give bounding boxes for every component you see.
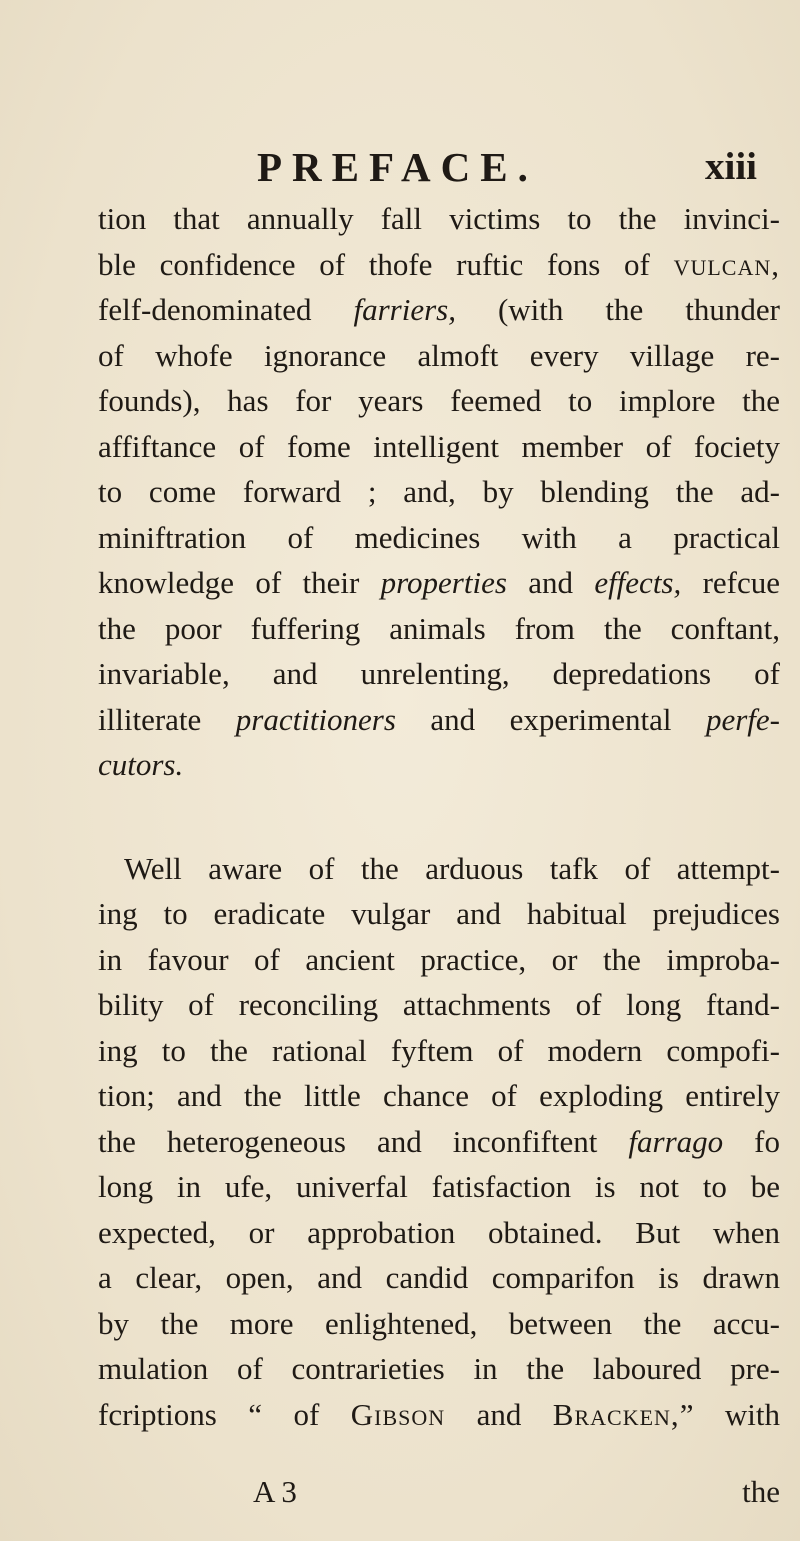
text-run: long in ufe, univerfal fatisfaction is not to be — [98, 1169, 780, 1204]
body-text — [98, 196, 780, 1437]
text-run: founds), has for years feemed to implore the — [98, 383, 780, 418]
text-run: fo — [723, 1123, 780, 1159]
text-run: the heterogeneous and inconfiftent — [98, 1123, 629, 1159]
text-run: refcue — [681, 565, 780, 600]
text-run: and — [506, 565, 595, 600]
small-caps-name: Bracken, — [552, 1396, 680, 1432]
paragraph-gap — [98, 788, 780, 846]
text-line — [98, 287, 780, 333]
text-run: a clear, open, and candid comparifon is drawn — [98, 1260, 780, 1295]
paragraph-1 — [98, 196, 780, 788]
text-line — [98, 196, 780, 242]
text-line — [98, 937, 780, 983]
text-line — [98, 1301, 780, 1347]
text-run: miniftration of medicines with a practical — [98, 519, 780, 555]
small-caps-name: Gibson — [350, 1396, 446, 1432]
text-line — [98, 846, 780, 892]
text-line — [98, 515, 780, 561]
text-run: ing to the rational fyftem of modern compofi- — [98, 1032, 780, 1068]
text-line — [98, 651, 780, 697]
running-title: PREFACE. — [257, 144, 538, 190]
text-run: ” with — [679, 1396, 780, 1432]
italic-term: cutors. — [98, 747, 184, 782]
text-line — [98, 242, 780, 288]
page-number: xiii — [704, 145, 757, 188]
italic-term: farriers, — [353, 292, 456, 327]
text-run: affiftance of fome intelligent member of fociety — [98, 428, 780, 464]
text-run: Well aware of the arduous tafk of attempt- — [124, 850, 780, 886]
text-line — [98, 697, 780, 743]
text-line — [98, 378, 780, 424]
text-run: mulation of contrarieties in the laboured pre- — [98, 1351, 780, 1386]
text-run: of whofe ignorance almoft every village re- — [98, 337, 780, 373]
text-run: bility of reconciling attachments of long ftand- — [98, 987, 780, 1022]
italic-term: practitioners — [235, 701, 396, 737]
signature-mark: A 3 — [253, 1474, 297, 1509]
italic-term: farrago — [628, 1123, 724, 1159]
text-run: and experimental — [395, 701, 706, 737]
text-line — [98, 742, 780, 788]
text-run: (with the thunder — [455, 292, 780, 327]
text-line — [98, 1164, 780, 1210]
text-run: tion; and the little chance of exploding entirely — [98, 1078, 780, 1113]
text-run: knowledge of their — [98, 565, 381, 600]
text-line — [98, 560, 780, 606]
paragraph-2 — [98, 846, 780, 1438]
text-run: and — [445, 1396, 553, 1432]
text-line — [98, 333, 780, 379]
text-run: ble confidence of thofe ruftic fons of — [98, 246, 674, 282]
catchword: the — [742, 1474, 780, 1509]
text-run: felf-denominated — [98, 292, 354, 327]
italic-term: effects, — [594, 565, 682, 600]
text-run: illiterate — [98, 701, 236, 737]
text-line — [98, 469, 780, 515]
text-line — [98, 1119, 780, 1165]
text-line — [98, 1346, 780, 1392]
text-line — [98, 982, 780, 1028]
text-run: by the more enlightened, between the accu- — [98, 1305, 780, 1341]
text-run: fcriptions “ of — [98, 1396, 351, 1432]
text-line — [98, 606, 780, 652]
text-line — [98, 1392, 780, 1438]
italic-term: perfe- — [705, 701, 780, 737]
text-line — [98, 1210, 780, 1256]
small-caps-name: vulcan, — [673, 246, 780, 282]
running-header — [257, 142, 777, 192]
text-line — [98, 1028, 780, 1074]
text-run: tion that annually fall victims to the invinci- — [98, 201, 780, 236]
text-run: invariable, and unrelenting, depredations of — [98, 656, 780, 691]
text-line — [98, 424, 780, 470]
text-run: to come forward ; and, by blending the ad- — [98, 474, 780, 509]
text-run: expected, or approbation obtained. But when — [98, 1214, 780, 1250]
text-run: the poor fuffering animals from the conftant, — [98, 610, 780, 646]
text-line — [98, 1255, 780, 1301]
text-line — [98, 891, 780, 937]
text-run: ing to eradicate vulgar and habitual prejudices — [98, 896, 780, 931]
text-line — [98, 1073, 780, 1119]
page-footer — [98, 1469, 780, 1515]
italic-term: properties — [380, 565, 507, 600]
text-run: in favour of ancient practice, or the improba- — [98, 941, 780, 977]
